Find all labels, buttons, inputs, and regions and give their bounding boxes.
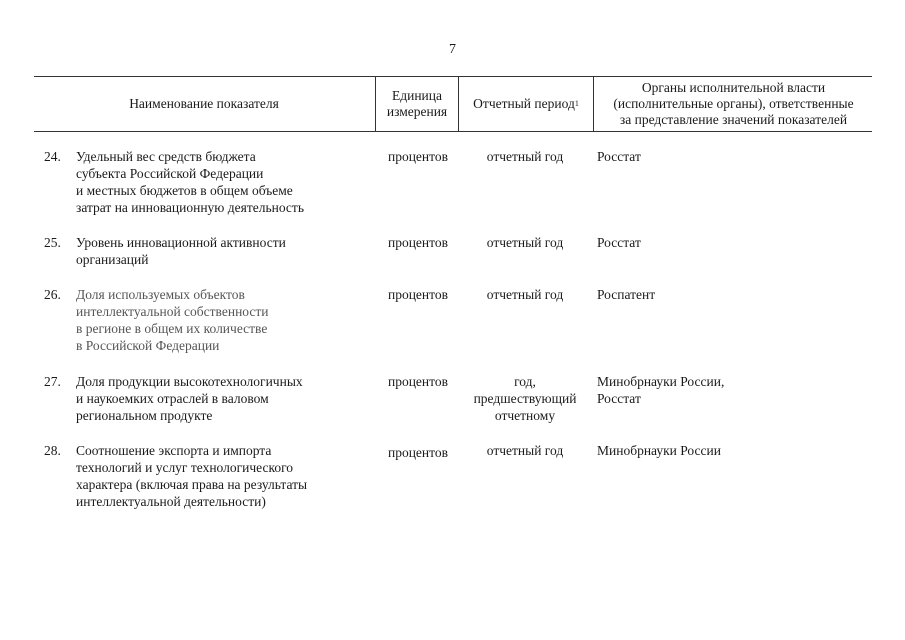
row-number: 26. xyxy=(44,287,61,302)
row-period: отчетный год xyxy=(486,443,564,458)
header-body-line2: (исполнительные органы), ответственные xyxy=(613,96,854,111)
row-unit: процентов xyxy=(387,149,448,164)
row-period: год, предшествующий отчетному xyxy=(473,374,577,423)
row-unit: процентов xyxy=(387,445,448,460)
header-body-line3: за представление значений показателей xyxy=(619,112,848,127)
row-number: 27. xyxy=(44,374,61,389)
row-number: 28. xyxy=(44,443,61,458)
header-name-column xyxy=(34,77,374,131)
row-number: 25. xyxy=(44,235,61,250)
table-header xyxy=(34,76,872,132)
header-unit-line1: Единица xyxy=(391,88,442,103)
row-period: отчетный год xyxy=(486,287,564,302)
row-responsible-body: Минобрнауки России xyxy=(597,443,721,458)
row-indicator-name: Доля продукции высокотехнологичных и наукоемких отраслей в валовом региональном продукте xyxy=(76,374,303,423)
header-name-label: Наименование показателя xyxy=(129,96,279,111)
row-indicator-name: Удельный вес средств бюджета субъекта Российской Федерации и местных бюджетов в общем объеме затрат на инновационную деятельность xyxy=(76,149,304,215)
row-unit: процентов xyxy=(387,287,448,302)
header-unit-column xyxy=(375,77,458,131)
header-period-column: Отчетный период 1 xyxy=(458,77,593,131)
row-responsible-body: Росстат xyxy=(597,235,641,250)
header-unit-line2: измерения xyxy=(386,104,448,119)
header-body-line1: Органы исполнительной власти xyxy=(641,80,826,95)
row-indicator-name: Соотношение экспорта и импорта технологий и услуг технологического характера (включая права на результаты интеллектуальной деятельности) xyxy=(76,443,308,509)
row-unit: процентов xyxy=(387,235,448,250)
indicators-table xyxy=(34,76,872,509)
row-responsible-body: Росстат xyxy=(597,149,641,164)
row-responsible-body: Минобрнауки России, Росстат xyxy=(597,374,725,406)
row-number: 24. xyxy=(44,149,61,164)
row-period: отчетный год xyxy=(486,235,564,250)
row-unit: процентов xyxy=(387,374,448,389)
row-indicator-name: Доля используемых объектов интеллектуальной собственности в регионе в общем их количестве в Российской Федерации xyxy=(76,287,269,353)
header-period-label: Отчетный период xyxy=(473,96,575,111)
header-body-column xyxy=(593,77,873,131)
row-responsible-body: Роспатент xyxy=(597,287,656,302)
row-period: отчетный год xyxy=(486,149,564,164)
page-number: 7 xyxy=(449,42,456,57)
row-indicator-name: Уровень инновационной активности организаций xyxy=(76,235,286,267)
